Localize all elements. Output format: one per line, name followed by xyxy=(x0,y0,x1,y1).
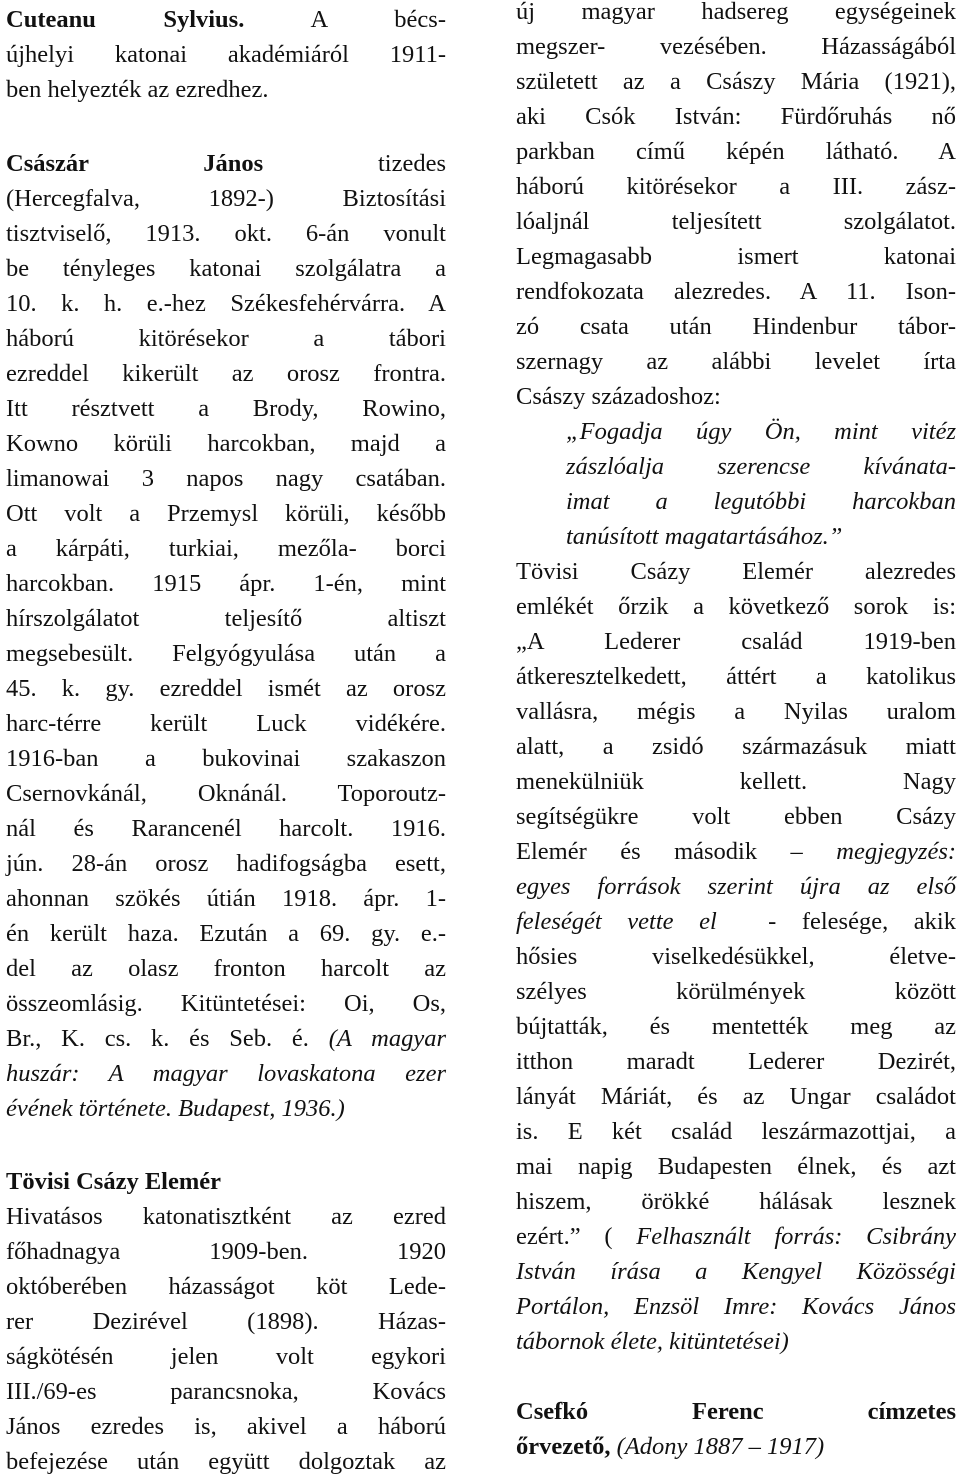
text-line: megsebesült. Felgyógyulása után a xyxy=(6,640,446,667)
text-line: Hivatásos katonatisztként az ezred xyxy=(6,1203,446,1230)
text-line: rer Dezirével (1898). Házas- xyxy=(6,1308,446,1335)
text-line: született az a Császy Mária (1921), xyxy=(516,68,956,95)
text-line: lóaljnál teljesített szolgálatot. xyxy=(516,208,956,235)
text-line: is. E két család leszármazottjai, a xyxy=(516,1118,956,1145)
text-line-mixed: ezért.” ( Felhasznált forrás: Csibrány xyxy=(516,1223,956,1250)
text-line: parkban című képén látható. A xyxy=(516,138,956,165)
text-line: mai napig Budapesten élnek, és azt xyxy=(516,1153,956,1180)
text-line: hősies viselkedésükkel, életve- xyxy=(516,943,956,970)
text-line: Tövisi Csázy Elemér alezredes xyxy=(516,558,956,585)
text-line: bújtatták, és mentették meg az xyxy=(516,1013,956,1040)
text-line: új magyar hadsereg egységeinek xyxy=(516,0,956,25)
entry-csefko-line-2: őrvezető, (Adony 1887 – 1917) xyxy=(516,1433,825,1460)
quote-line: zászlóalja szerencse kívánata- xyxy=(566,453,956,480)
text-line: alatt, a zsidó származásuk miatt xyxy=(516,733,956,760)
text-line: jún. 28-án orosz hadifogságba esett, xyxy=(6,850,446,877)
text-line: lányát Máriát, és az Ungar családot xyxy=(516,1083,956,1110)
text-line: megszer- vezésében. Házasságából xyxy=(516,33,956,60)
quote-line: tanúsított magatartásához.” xyxy=(566,523,843,550)
text-line: összeomlásig. Kitüntetései: Oi, Os, xyxy=(6,990,446,1017)
text-line: Ott volt a Przemysl körüli, később xyxy=(6,500,446,527)
italic-note: megjegyzés: xyxy=(836,838,957,865)
source-citation-line: István írása a Kengyel Közösségi xyxy=(516,1258,956,1285)
entry-cuteanu-line-1: Cuteanu Sylvius. A bécs- xyxy=(6,6,446,33)
quote-line: imat a legutóbbi harcokban xyxy=(566,488,956,515)
text-line: be tényleges katonai szolgálatra a xyxy=(6,255,446,282)
text-line: nál és Rarancenél harcolt. 1916. xyxy=(6,815,446,842)
text-line-mixed: feleségét vette el - felesége, akik xyxy=(516,908,956,935)
entry-name-csazy: Tövisi Csázy Elemér xyxy=(6,1168,222,1195)
text-line: „A Lederer család 1919-ben xyxy=(516,628,956,655)
text-line: emlékét őrzik a következő sorok is: xyxy=(516,593,956,620)
text-line: októberében házasságot köt Lede- xyxy=(6,1273,446,1300)
text-line: zó csata után Hindenbur tábor- xyxy=(516,313,956,340)
text-line: átkeresztelkedett, áttért a katolikus xyxy=(516,663,956,690)
text-line: Császy századoshoz: xyxy=(516,383,721,410)
text-line: vallásra, mégis a Nyilas uralom xyxy=(516,698,956,725)
text-line: rendfokozata alezredes. A 11. Ison- xyxy=(516,278,956,305)
text-line: szélyes körülmények között xyxy=(516,978,956,1005)
italic-line: egyes források szerint újra az első xyxy=(516,873,956,900)
text-line: 1916-ban a bukovinai szakaszon xyxy=(6,745,446,772)
quote-line: „Fogadja úgy Ön, mint vitéz xyxy=(566,418,956,445)
text-line: főhadnagya 1909-ben. 1920 xyxy=(6,1238,446,1265)
text-line: én került haza. Ezután a 69. gy. e.- xyxy=(6,920,446,947)
source-citation-line: huszár: A magyar lovaskatona ezer xyxy=(6,1060,446,1087)
text-line: segítségükre volt ebben Csázy xyxy=(516,803,956,830)
text-line: III./69-es parancsnoka, Kovács xyxy=(6,1378,446,1405)
text-line: del az olasz fronton harcolt az xyxy=(6,955,446,982)
text-line: ezreddel kikerült az orosz frontra. xyxy=(6,360,446,387)
text-line: itthon maradt Lederer Dezirét, xyxy=(516,1048,956,1075)
text-line: Legmagasabb ismert katonai xyxy=(516,243,956,270)
text-line: harc-térre került Luck vidékére. xyxy=(6,710,446,737)
text-line: háború kitörésekor a tábori xyxy=(6,325,446,352)
text-line: befejezése után együtt dolgoztak az xyxy=(6,1448,446,1475)
text-line: Itt résztvett a Brody, Rowino, xyxy=(6,395,446,422)
text-line: Csernovkánál, Oknánál. Toporoutz- xyxy=(6,780,446,807)
text-line: János ezredes is, akivel a háború xyxy=(6,1413,446,1440)
entry-csaszar-line-1: Császár János tizedes xyxy=(6,150,447,177)
entry-name-cuteanu: Cuteanu Sylvius. xyxy=(6,6,245,33)
entry-csefko-line-1: Csefkó Ferenc címzetes xyxy=(516,1398,956,1425)
text-line: újhelyi katonai akadémiáról 1911- xyxy=(6,41,446,68)
text-line: szernagy az alábbi levelet írta xyxy=(516,348,956,375)
text-line: ben helyezték az ezredhez. xyxy=(6,76,269,103)
text-line-mixed: Elemér és második – megjegyzés: xyxy=(516,838,957,865)
text-line: háború kitörésekor a III. zász- xyxy=(516,173,956,200)
text-line: ságkötésén jelen volt egykori xyxy=(6,1343,446,1370)
entry-name-csefko: Csefkó Ferenc xyxy=(516,1398,764,1425)
text-line-mixed: Br., K. cs. k. és Seb. é. (A magyar xyxy=(6,1025,446,1052)
text-line: a kárpáti, turkiai, mezőla- borci xyxy=(6,535,446,562)
source-citation-line: évének története. Budapest, 1936.) xyxy=(6,1095,345,1122)
text-line: 45. k. gy. ezreddel ismét az orosz xyxy=(6,675,446,702)
text-line: menekülniük kellett. Nagy xyxy=(516,768,956,795)
text-line: hírszolgálatot teljesítő altiszt xyxy=(6,605,446,632)
text-line: (Hercegfalva, 1892-) Biztosítási xyxy=(6,185,446,212)
text-line: ahonnan szökés útián 1918. ápr. 1- xyxy=(6,885,446,912)
source-citation-line: tábornok élete, kitüntetései) xyxy=(516,1328,789,1355)
text-line: 10. k. h. e.-hez Székesfehérvárra. A xyxy=(6,290,446,317)
text-line: aki Csók István: Fürdőruhás nő xyxy=(516,103,956,130)
source-citation: Felhasznált forrás: Csibrány xyxy=(636,1223,956,1250)
entry-name-csaszar: Császár János xyxy=(6,150,264,177)
source-citation-line: Portálon, Enzsöl Imre: Kovács János xyxy=(516,1293,956,1320)
text-line: hiszem, örökké hálásak lesznek xyxy=(516,1188,956,1215)
text-line: Kowno körüli harcokban, majd a xyxy=(6,430,446,457)
source-citation: (A magyar xyxy=(328,1025,446,1052)
text-line: harcokban. 1915 ápr. 1-én, mint xyxy=(6,570,446,597)
text-line: tisztviselő, 1913. okt. 6-án vonult xyxy=(6,220,446,247)
text-line: limanowai 3 napos nagy csatában. xyxy=(6,465,446,492)
